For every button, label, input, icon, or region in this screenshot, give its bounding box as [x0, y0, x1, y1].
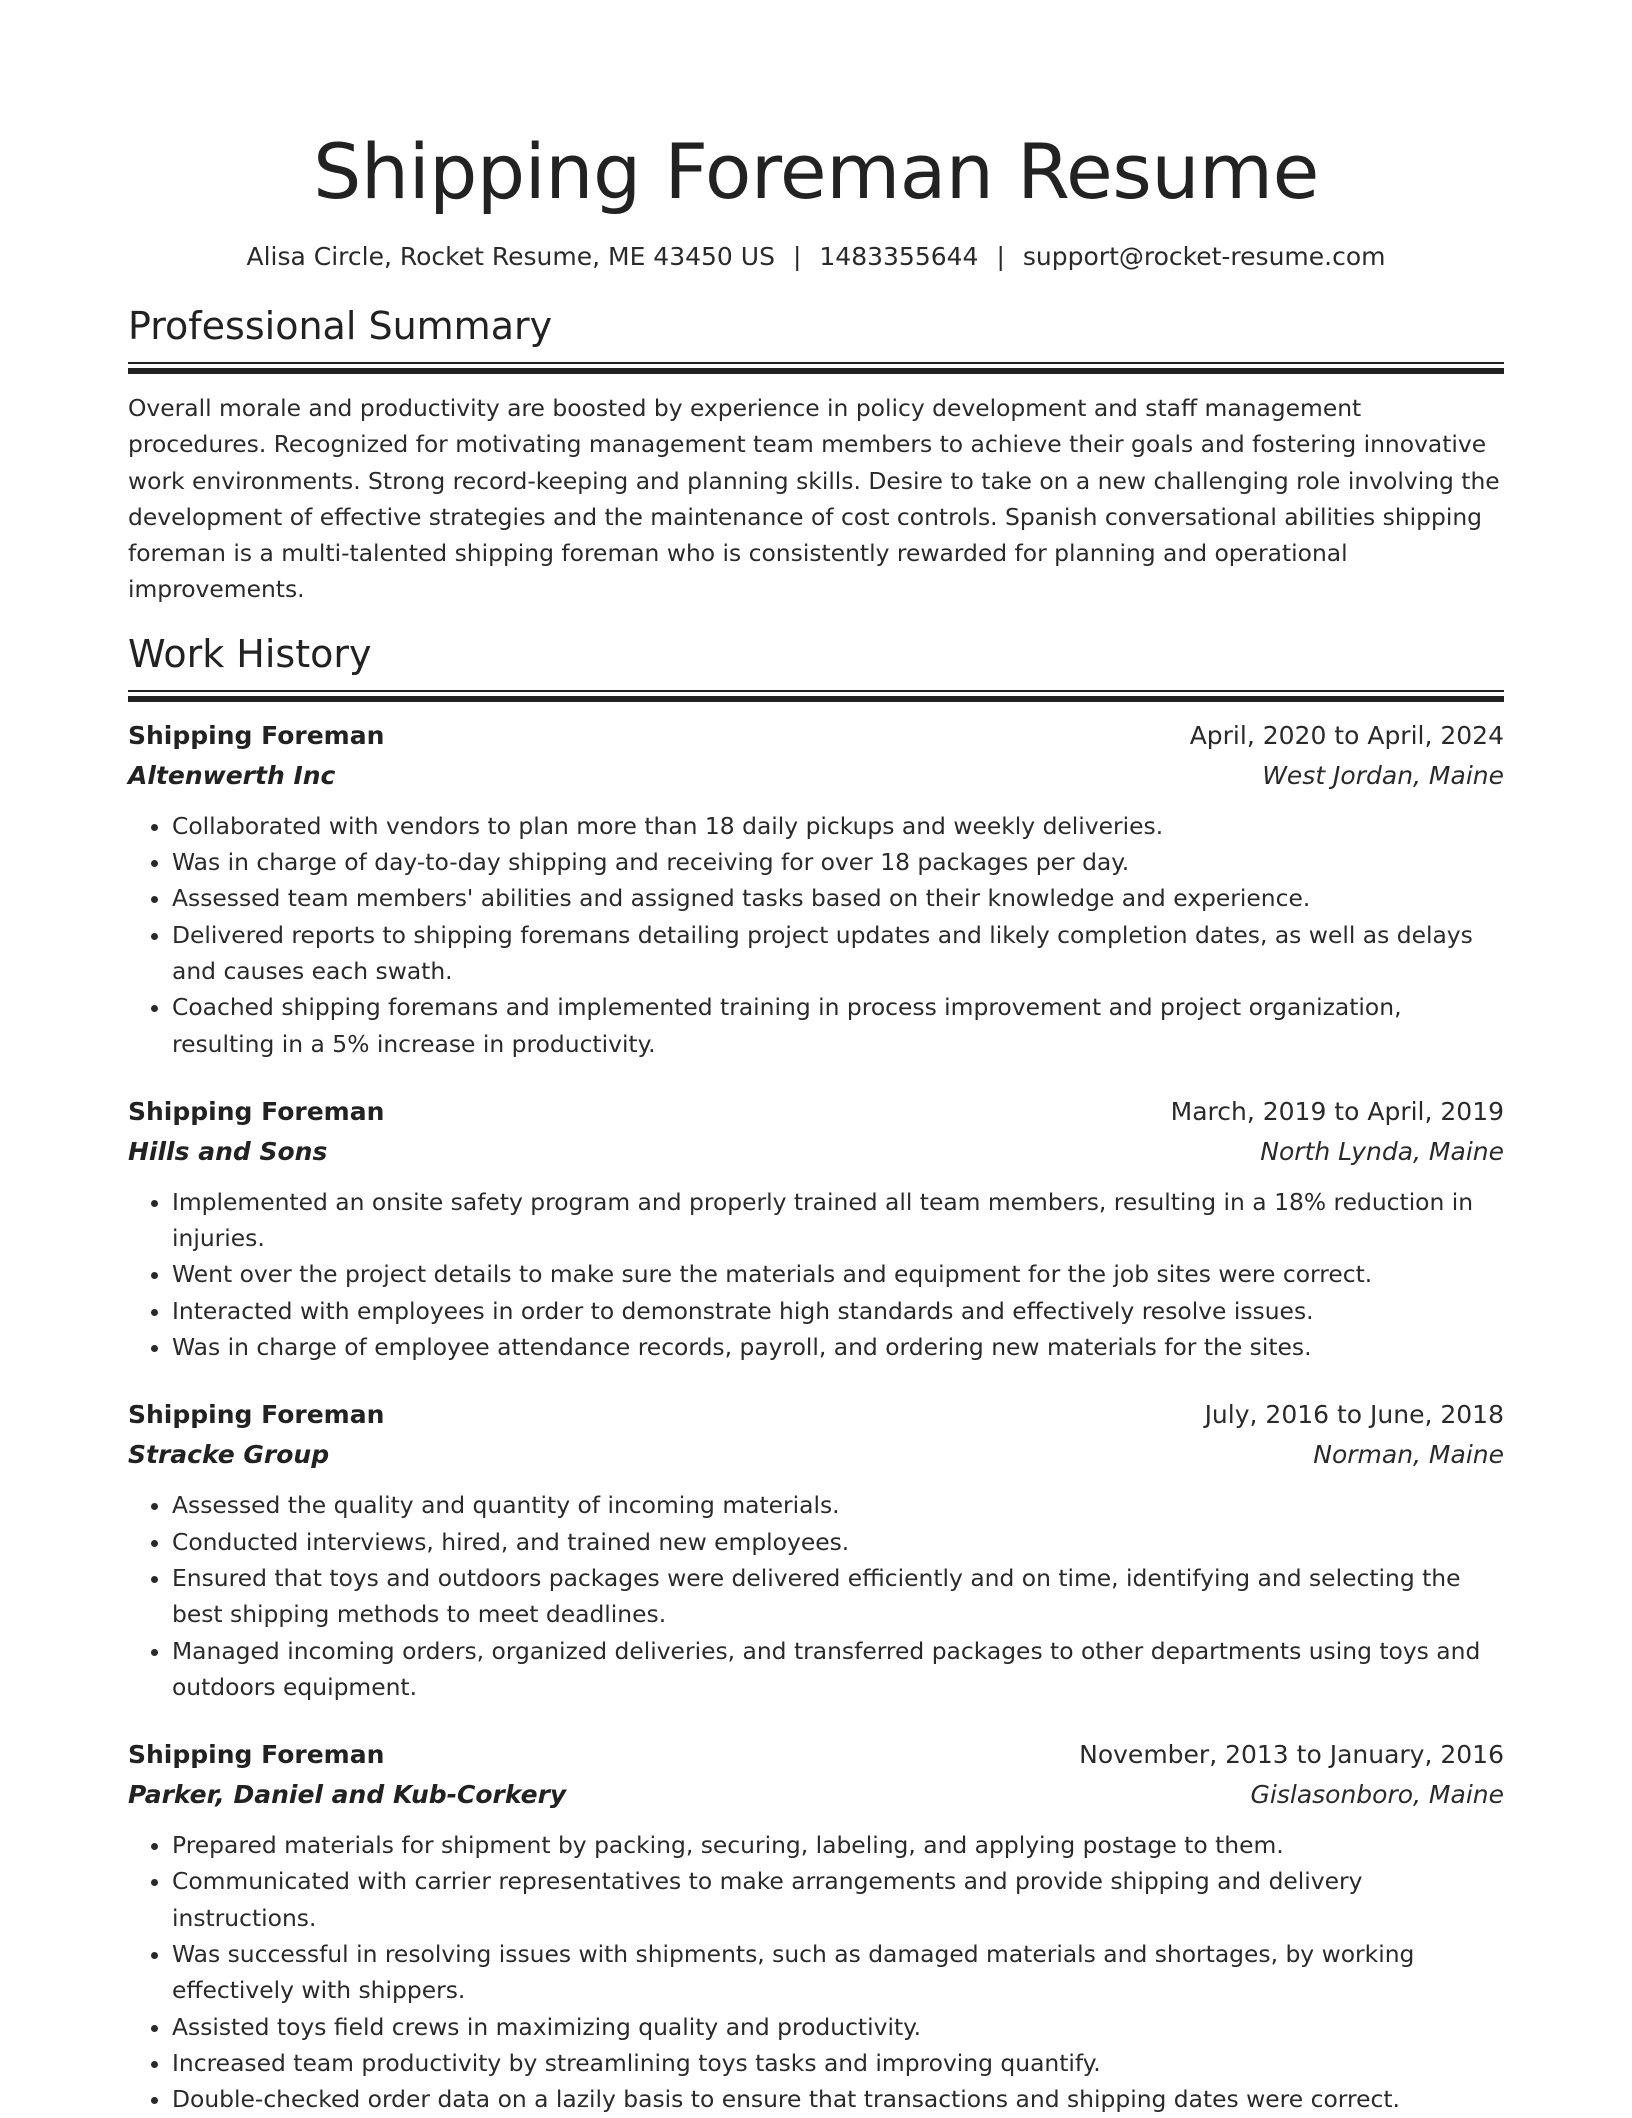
job-header [128, 716, 1504, 756]
job-bullet: • Was in charge of day-to-day shipping and receiving for over 18 packages per day. [172, 844, 1504, 880]
job-entry [128, 716, 1504, 1062]
job-location: Gislasonboro, Maine [1250, 1780, 1504, 1810]
job-entry [128, 1092, 1504, 1365]
contact-email: support@rocket-resume.com [1022, 242, 1386, 271]
job-bullet: • Assessed team members' abilities and assigned tasks based on their knowledge and experience. [172, 880, 1504, 916]
section-divider [128, 362, 1504, 376]
job-company: Stracke Group [128, 1440, 330, 1470]
job-bullet: • Managed incoming orders, organized deliveries, and transferred packages to other departments using toys and outdoors equipment. [172, 1633, 1504, 1706]
job-bullet-list [128, 1827, 1504, 2117]
job-bullet: • Assessed the quality and quantity of incoming materials. [172, 1487, 1504, 1523]
contact-separator: | [996, 242, 1005, 271]
job-bullet: • Collaborated with vendors to plan more than 18 daily pickups and weekly deliveries. [172, 808, 1504, 844]
job-company: Altenwerth Inc [128, 760, 336, 790]
job-dates: July, 2016 to June, 2018 [1204, 1400, 1504, 1430]
job-bullet: • Conducted interviews, hired, and trained new employees. [172, 1524, 1504, 1560]
job-company-row [128, 1775, 1504, 1815]
job-title: Shipping Foreman [128, 1096, 385, 1126]
section-divider [128, 690, 1504, 704]
job-location: Norman, Maine [1313, 1440, 1504, 1470]
job-title: Shipping Foreman [128, 720, 385, 750]
job-title: Shipping Foreman [128, 1740, 385, 1770]
section-heading-work-history: Work History [128, 631, 372, 676]
job-entry [128, 1735, 1504, 2117]
contact-phone: 1483355644 [819, 242, 979, 271]
job-bullet: • Prepared materials for shipment by packing, securing, labeling, and applying postage to them. [172, 1827, 1504, 1863]
job-bullet: • Increased team productivity by streamlining toys tasks and improving quantify. [172, 2045, 1504, 2081]
job-company: Parker, Daniel and Kub-Corkery [128, 1780, 567, 1810]
contact-address: Alisa Circle, Rocket Resume, ME 43450 US [246, 242, 775, 271]
job-bullet: • Coached shipping foremans and implemented training in process improvement and project organization, resulting in a 5% increase in productivity. [172, 989, 1504, 1062]
job-header [128, 1735, 1504, 1775]
job-dates: March, 2019 to April, 2019 [1170, 1096, 1504, 1126]
contact-separator: | [792, 242, 802, 271]
work-history-section [128, 630, 1504, 2118]
section-heading-summary: Professional Summary [128, 304, 553, 348]
job-bullet: • Delivered reports to shipping foremans detailing project updates and likely completion dates, as well as delays and causes each swath. [172, 917, 1504, 990]
job-company: Hills and Sons [128, 1136, 328, 1166]
contact-line [128, 240, 1504, 274]
job-bullet: • Was successful in resolving issues with shipments, such as damaged materials and shortages, by working effectively with shippers. [172, 1936, 1504, 2009]
job-header [128, 1092, 1504, 1132]
job-title: Shipping Foreman [128, 1400, 385, 1430]
job-dates: November, 2013 to January, 2016 [1079, 1740, 1504, 1770]
job-bullet-list [128, 1184, 1504, 1365]
resume-page [128, 0, 1504, 2118]
job-bullet: • Assisted toys field crews in maximizing quality and productivity. [172, 2009, 1504, 2045]
job-bullet: • Communicated with carrier representatives to make arrangements and provide shipping and delivery instructions. [172, 1863, 1504, 1936]
job-entry [128, 1395, 1504, 1705]
job-company-row [128, 1132, 1504, 1172]
job-bullet: • Implemented an onsite safety program and properly trained all team members, resulting in a 18% reduction in injuries. [172, 1184, 1504, 1257]
job-company-row [128, 756, 1504, 796]
professional-summary-section [128, 302, 1504, 608]
job-location: North Lynda, Maine [1260, 1136, 1504, 1166]
job-bullet: • Ensured that toys and outdoors packages were delivered efficiently and on time, identifying and selecting the best shipping methods to meet deadlines. [172, 1560, 1504, 1633]
job-bullet: • Double-checked order data on a lazily basis to ensure that transactions and shipping dates were correct. [172, 2081, 1504, 2117]
job-bullet-list [128, 808, 1504, 1062]
job-company-row [128, 1435, 1504, 1475]
job-header [128, 1395, 1504, 1435]
job-bullet: • Went over the project details to make sure the materials and equipment for the job sites were correct. [172, 1256, 1504, 1292]
job-bullet: • Interacted with employees in order to demonstrate high standards and effectively resolve issues. [172, 1293, 1504, 1329]
job-location: West Jordan, Maine [1262, 760, 1504, 790]
job-dates: April, 2020 to April, 2024 [1189, 720, 1504, 750]
job-bullet-list [128, 1487, 1504, 1705]
job-bullet: • Was in charge of employee attendance records, payroll, and ordering new materials for the sites. [172, 1329, 1504, 1365]
resume-title: Shipping Foreman Resume [313, 127, 1319, 216]
summary-text: Overall morale and productivity are boosted by experience in policy development and staff management procedures. Recognized for motivating management team members to achieve their goals and fostering innovative work environments. Strong record-keeping and planning skills. Desire to take on a new challenging role involving the development of effective strategies and the maintenance of cost controls. Spanish conversational abilities shipping foreman is a multi-talented shipping foreman who is consistently rewarded for planning and operational improvements. [128, 394, 1500, 604]
